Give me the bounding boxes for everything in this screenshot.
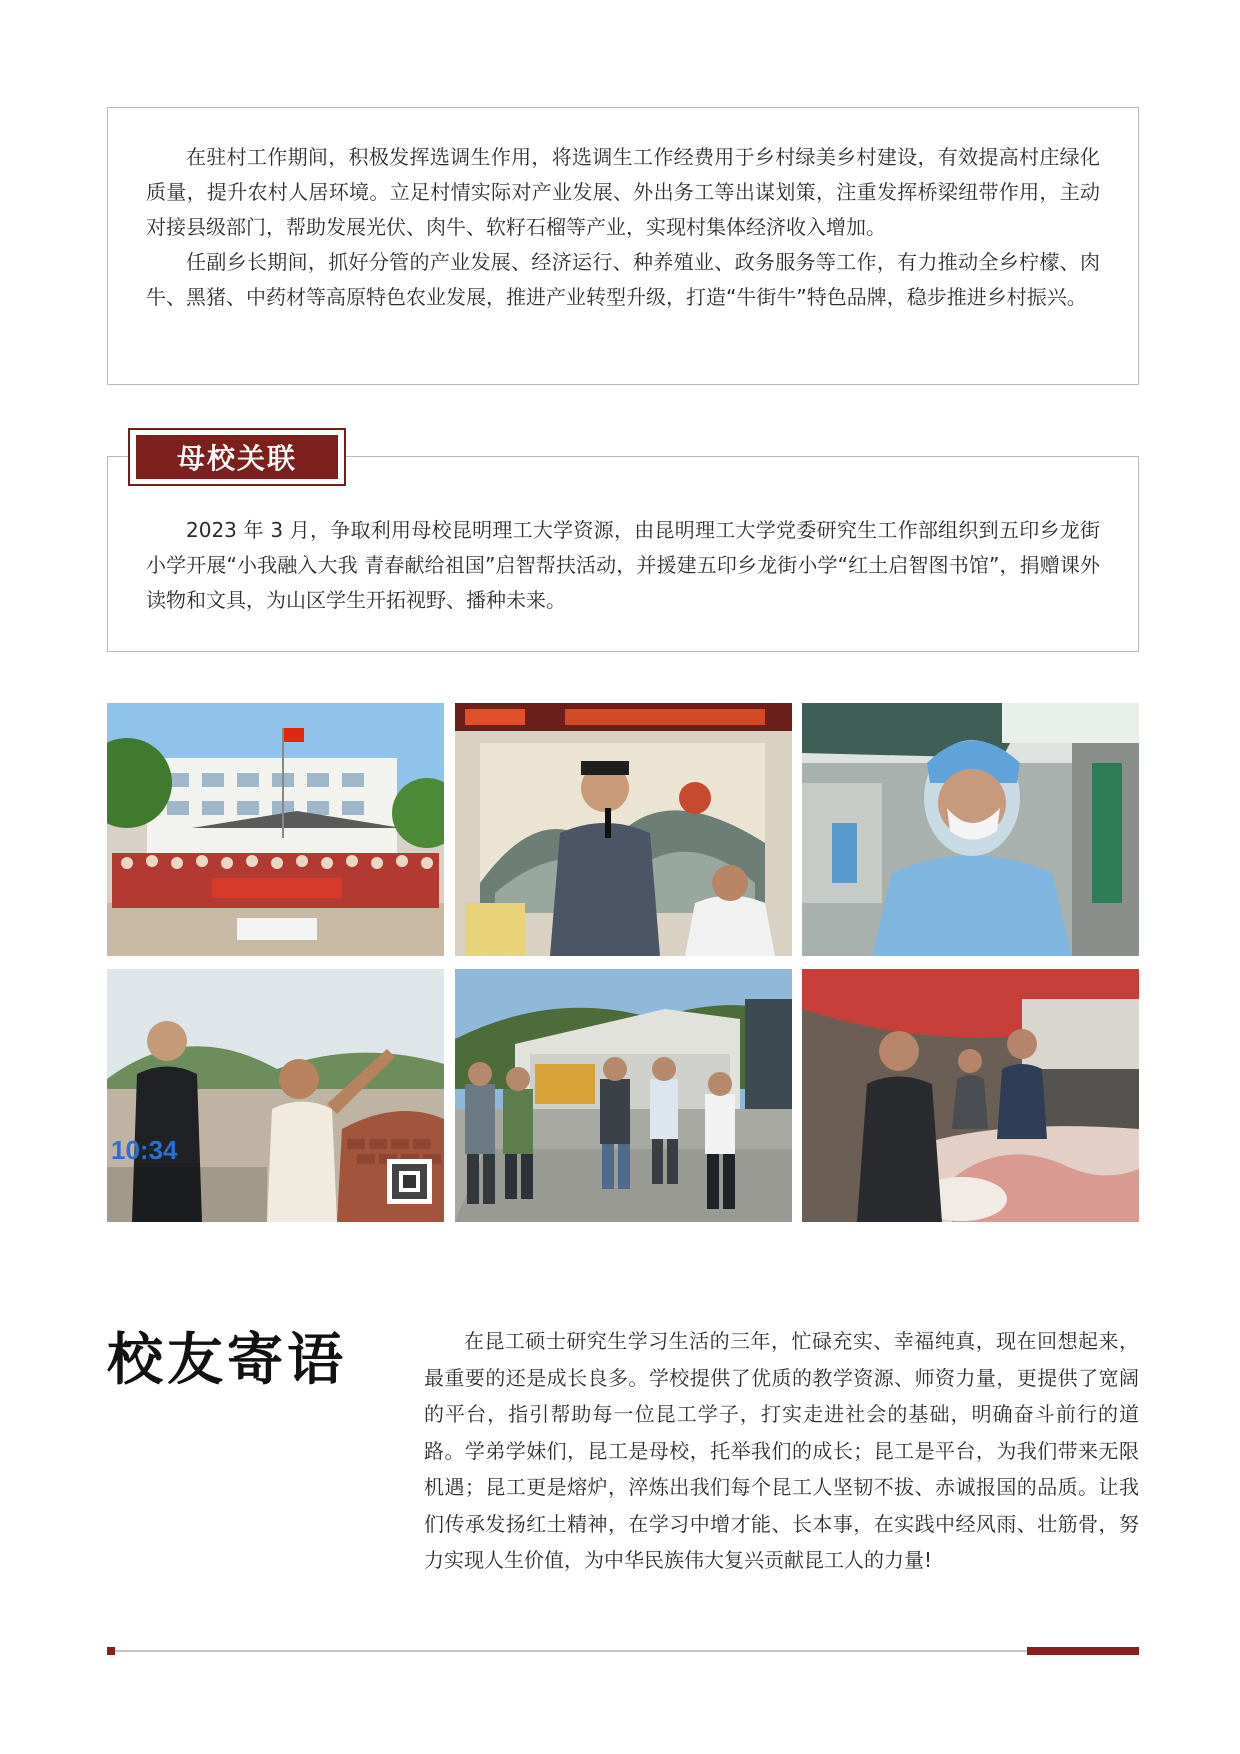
paragraph-village-work: 在驻村工作期间，积极发挥选调生作用，将选调生工作经费用于乡村绿美乡村建设，有效提高村庄绿化质量，提升农村人居环境。立足村情实际对产业发展、外出务工等出谋划策，注重发挥桥梁纽带作用，主动对接县级部门，帮助发展光伏、肉牛、软籽石榴等产业，实现村集体经济收入增加。 [146, 145, 1100, 239]
alumni-message-text: 在昆工硕士研究生学习生活的三年，忙碌充实、幸福纯真，现在回想起来，最重要的还是成长良多。学校提供了优质的教学资源、师资力量，更提供了宽阔的平台，指引帮助每一位昆工学子，打实走进社会的基础，明确奋斗前行的道路。学弟学妹们，昆工是母校，托举我们的成长；昆工是平台，为我们带来无限机遇；昆工更是熔炉，淬炼出我们每个昆工人坚韧不拔、赤诚报国的品质。让我们传承发扬红土精神，在学习中增才能、长本事，在实践中经风雨、壮筋骨，努力实现人生价值，为中华民族伟大复兴贡献昆工人的力量! [424, 1329, 1139, 1572]
section-tag [128, 428, 346, 486]
footer-rule-line [113, 1650, 1027, 1652]
photo-factory-visit [455, 969, 792, 1222]
photo-school-group [107, 703, 444, 956]
photo-market-visit [802, 969, 1139, 1222]
paragraph-alma-mater: 2023 年 3 月，争取利用母校昆明理工大学资源，由昆明理工大学党委研究生工作部组织到五印乡龙街小学开展“小我融入大我 青春献给祖国”启智帮扶活动，并援建五印乡龙街小学“红土启智图书馆”，捐赠课外读物和文具，为山区学生开拓视野、播种未来。 [146, 518, 1100, 612]
section-tag-title: 母校关联 [136, 435, 338, 479]
photo-ppe-worker [802, 703, 1139, 956]
footer-rule-dot [107, 1647, 115, 1655]
paragraph-deputy-mayor: 任副乡长期间，抓好分管的产业发展、经济运行、种养殖业、政务服务等工作，有力推动全乡柠檬、肉牛、黑猪、中药材等高原特色农业发展，推进产业转型升级，打造“牛街牛”特色品牌，稳步推进乡村振兴。 [146, 250, 1100, 309]
alumni-message-title: 校友寄语 [107, 1328, 347, 1393]
work-summary-box [107, 107, 1139, 385]
photo-construction-site [107, 969, 444, 1222]
photo-timestamp: 10:34 [111, 1135, 178, 1165]
footer-rule-bar [1027, 1647, 1139, 1655]
photo-speaker [455, 703, 792, 956]
